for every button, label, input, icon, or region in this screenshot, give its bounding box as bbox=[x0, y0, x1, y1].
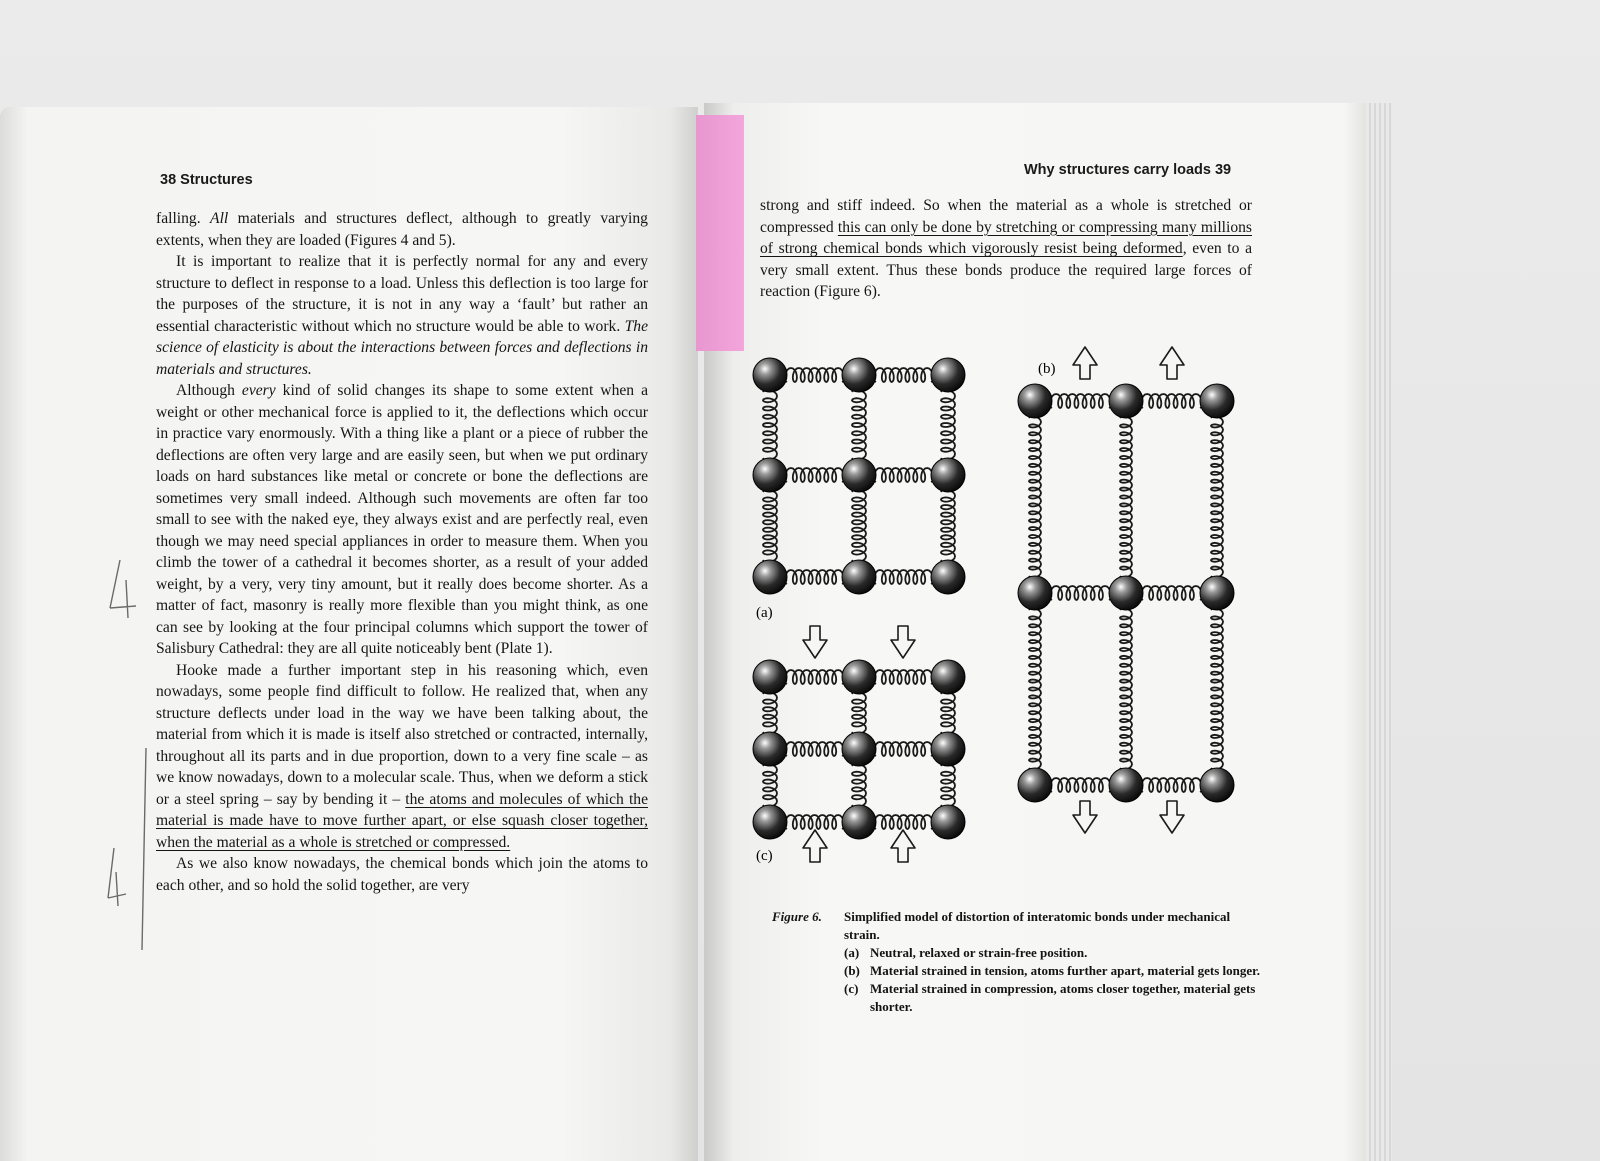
text-run: Although bbox=[176, 382, 242, 399]
bond-spring bbox=[763, 390, 777, 460]
page-edges bbox=[1366, 103, 1392, 1161]
paragraph bbox=[156, 208, 648, 251]
atom bbox=[1200, 576, 1234, 610]
atom bbox=[753, 732, 787, 766]
bond-spring bbox=[1141, 586, 1202, 600]
caption-key-b: (b) bbox=[844, 963, 860, 978]
bond-spring bbox=[852, 764, 866, 807]
text-run: As we also know nowadays, the chemical bonds which join the atoms to each other, and so hold the solid together, are very bbox=[156, 855, 648, 894]
atom bbox=[931, 560, 965, 594]
arrow-down-icon bbox=[803, 626, 827, 658]
atom bbox=[842, 458, 876, 492]
caption-key-c: (c) bbox=[844, 981, 859, 996]
text-run: , even to a very small extent. Thus these bonds produce the required large forces of reaction (Figure 6). bbox=[760, 240, 1252, 300]
text-run: All bbox=[210, 210, 229, 227]
arrow-down-icon bbox=[1160, 801, 1184, 833]
left-body-text bbox=[156, 208, 648, 896]
bond-spring bbox=[785, 815, 844, 829]
bond-spring bbox=[785, 368, 844, 382]
figure-label-b: (b) bbox=[1038, 361, 1056, 377]
atom bbox=[753, 660, 787, 694]
bond-spring bbox=[1050, 778, 1111, 792]
pink-page-tab bbox=[696, 115, 744, 351]
caption-label: Figure 6. bbox=[772, 909, 822, 924]
bond-spring bbox=[763, 764, 777, 807]
bond-spring bbox=[874, 468, 933, 482]
atom bbox=[931, 458, 965, 492]
figure-label-c: (c) bbox=[756, 848, 773, 864]
text-run: the atoms and molecules of which the material is made have to move further apart, or else squash closer together, when the material as a whole is stretched or compressed. bbox=[156, 790, 648, 851]
paragraph bbox=[156, 660, 648, 854]
arrow-down-icon bbox=[1073, 801, 1097, 833]
bond-spring bbox=[852, 490, 866, 562]
bond-spring bbox=[1141, 394, 1202, 408]
bond-spring bbox=[1211, 416, 1223, 577]
text-run: materials and structures deflect, although to greatly varying extents, when they are loaded (Figures 4 and 5). bbox=[156, 210, 648, 249]
bond-spring bbox=[763, 490, 777, 562]
atom bbox=[753, 358, 787, 392]
bond-spring bbox=[1141, 778, 1202, 792]
atom bbox=[842, 660, 876, 694]
text-run: It is important to realize that it is perfectly normal for any and every structure to deflect in response to a load. Unless this deflection is too large for the purposes of the structure, it is not in any way a ‘fault’ but rather an essential characteristic without which no structure would be able to work. bbox=[156, 253, 648, 335]
bond-spring bbox=[1120, 608, 1132, 769]
text-run: Hooke made a further important step in his reasoning which, even nowadays, some people find difficult to follow. He realized that, when any structure deflects under load in the way we have been talking about, the material from which it is made is itself also stretched or contracted, internally, throughout all its parts and in due proportion, down to a very fine scale – as we know nowadays, down to a molecular scale. Thus, when we deform a stick or a steel spring – say by bending it – bbox=[156, 661, 648, 808]
figure-label-a: (a) bbox=[756, 605, 773, 621]
bond-spring bbox=[874, 670, 933, 684]
atom bbox=[931, 358, 965, 392]
arrow-down-icon bbox=[891, 626, 915, 658]
arrow-up-icon bbox=[891, 830, 915, 862]
caption-item-a: Neutral, relaxed or strain-free position. bbox=[870, 945, 1088, 960]
atom bbox=[842, 358, 876, 392]
bond-spring bbox=[852, 390, 866, 460]
text-run: falling. bbox=[156, 210, 211, 227]
paragraph bbox=[760, 195, 1252, 303]
bond-spring bbox=[874, 742, 933, 756]
bond-spring bbox=[941, 692, 955, 734]
caption-item-c: Material strained in compression, atoms closer together, material gets shorter. bbox=[870, 981, 1256, 1014]
caption-item-b: Material strained in tension, atoms further apart, material gets longer. bbox=[870, 963, 1260, 978]
atom bbox=[753, 458, 787, 492]
bond-spring bbox=[785, 468, 844, 482]
bond-spring bbox=[874, 815, 933, 829]
atom bbox=[1018, 576, 1052, 610]
caption-key-a: (a) bbox=[844, 945, 860, 960]
bond-spring bbox=[1050, 394, 1111, 408]
bond-spring bbox=[763, 692, 777, 734]
atom bbox=[1018, 384, 1052, 418]
text-run: this can only be done by stretching or compressing many millions of strong chemical bonds which vigorously resist being deformed bbox=[760, 218, 1252, 257]
atom bbox=[753, 805, 787, 839]
atom bbox=[931, 660, 965, 694]
bond-spring bbox=[1029, 416, 1041, 577]
atom bbox=[931, 805, 965, 839]
atom bbox=[1109, 768, 1143, 802]
pencil-margin-marks bbox=[96, 550, 156, 990]
arrow-up-icon bbox=[1073, 347, 1097, 379]
atom bbox=[842, 732, 876, 766]
arrow-up-icon bbox=[1160, 347, 1184, 379]
bond-spring bbox=[785, 742, 844, 756]
bond-spring bbox=[874, 570, 933, 584]
figure-caption bbox=[772, 908, 1260, 1016]
bond-spring bbox=[852, 692, 866, 734]
bond-spring bbox=[785, 570, 844, 584]
atom bbox=[1018, 768, 1052, 802]
paragraph bbox=[156, 380, 648, 660]
atom bbox=[931, 732, 965, 766]
figure-6-diagram bbox=[756, 345, 1270, 900]
paragraph bbox=[156, 853, 648, 896]
atom bbox=[1200, 768, 1234, 802]
bond-spring bbox=[1211, 608, 1223, 769]
atom bbox=[1109, 576, 1143, 610]
bond-spring bbox=[941, 764, 955, 807]
atom bbox=[1109, 384, 1143, 418]
bond-spring bbox=[874, 368, 933, 382]
bond-spring bbox=[941, 490, 955, 562]
text-run: The science of elasticity is about the interactions between forces and deflections in materials and structures. bbox=[156, 317, 648, 378]
atom bbox=[1200, 384, 1234, 418]
text-run: kind of solid changes its shape to some extent when a weight or other mechanical force is applied to it, the deflections which occur in practice vary enormously. With a thing like a plant or a piece of rubber the deflections are often very large and are easily seen, but when we put ordinary loads on hard substances like metal or concrete or bone the deflections are sometimes very small indeed. Although such movements are often far too small to see with the naked eye, they always exist and are perfectly real, even though we may need special appliances in order to measure them. When you climb the tower of a cathedral it becomes shorter, as a result of your added weight, by a very, very tiny amount, but it really does become shorter. As a matter of fact, masonry is really more flexible than you might think, as one can see by looking at the four principal columns which support the tower of Salisbury Cathedral: they are all quite noticeably bent (Plate 1). bbox=[156, 382, 649, 657]
text-run: strong and stiff indeed. So when the material as a whole is stretched or compressed bbox=[760, 197, 1252, 236]
caption-title: Simplified model of distortion of interatomic bonds under mechanical strain. bbox=[844, 909, 1231, 942]
bond-spring bbox=[785, 670, 844, 684]
bond-spring bbox=[941, 390, 955, 460]
atom bbox=[842, 805, 876, 839]
left-running-head: 38 Structures bbox=[160, 172, 253, 188]
text-run: every bbox=[241, 382, 276, 399]
bond-spring bbox=[1050, 586, 1111, 600]
atom bbox=[753, 560, 787, 594]
paragraph bbox=[156, 251, 648, 380]
right-body-text bbox=[760, 195, 1252, 303]
bond-spring bbox=[1120, 416, 1132, 577]
atom bbox=[842, 560, 876, 594]
bond-spring bbox=[1029, 608, 1041, 769]
right-running-head: Why structures carry loads 39 bbox=[1024, 162, 1232, 178]
arrow-up-icon bbox=[803, 830, 827, 862]
